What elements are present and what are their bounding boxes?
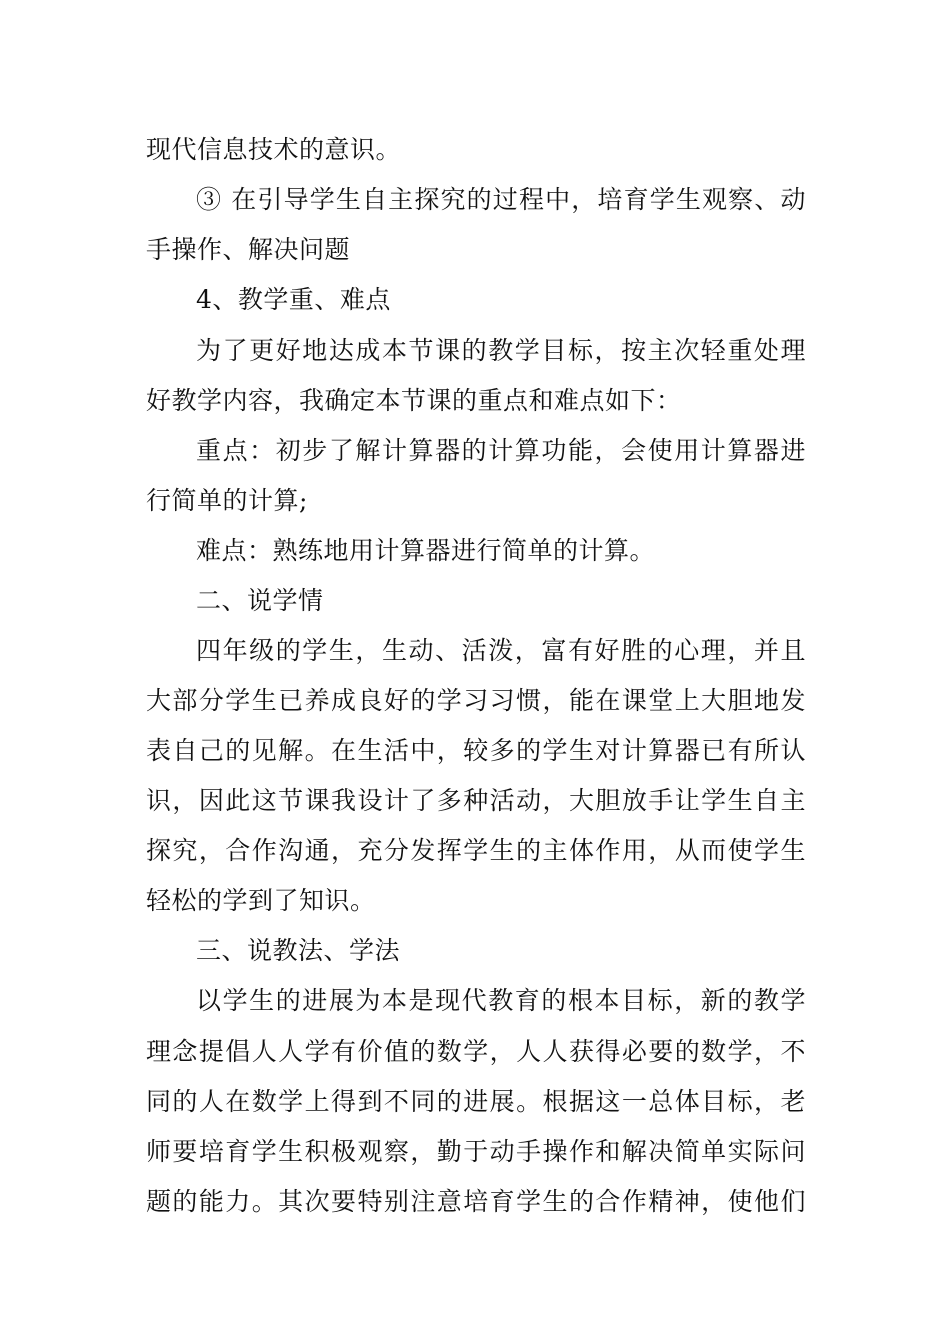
text-line: 好教学内容，我确定本节课的重点和难点如下： — [146, 386, 682, 415]
text-line: 探究，合作沟通，充分发挥学生的主体作用，从而使学生 — [146, 836, 806, 865]
text-line: 师要培育学生积极观察，勤于动手操作和解决简单实际问 — [146, 1137, 806, 1166]
text-line: 行简单的计算; — [146, 486, 308, 515]
text-line: 同的人在数学上得到不同的进展。根据这一总体目标，老 — [146, 1087, 806, 1116]
text-line: 为了更好地达成本节课的教学目标，按主次轻重处理 — [196, 336, 806, 365]
section-heading: 三、说教法、学法 — [196, 936, 401, 965]
text-line: 手操作、解决问题 — [146, 235, 351, 264]
text-line: 重点：初步了解计算器的计算功能，会使用计算器进 — [196, 436, 806, 465]
text-line: 以学生的进展为本是现代教育的根本目标，新的教学 — [196, 986, 806, 1015]
section-heading: 4、教学重、难点 — [196, 285, 391, 314]
text-line: 大部分学生已养成良好的学习习惯，能在课堂上大胆地发 — [146, 686, 806, 715]
section-heading: 二、说学情 — [196, 586, 324, 615]
text-line: 现代信息技术的意识。 — [146, 135, 402, 164]
text-line: 轻松的学到了知识。 — [146, 886, 376, 915]
text-line: 表自己的见解。在生活中，较多的学生对计算器已有所认 — [146, 736, 806, 765]
text-line: ③ 在引导学生自主探究的过程中，培育学生观察、动 — [196, 185, 806, 214]
text-line: 题的能力。其次要特别注意培育学生的合作精神，使他们 — [146, 1187, 806, 1216]
text-line: 难点：熟练地用计算器进行简单的计算。 — [196, 536, 656, 565]
text-line: 理念提倡人人学有价值的数学，人人获得必要的数学，不 — [146, 1037, 806, 1066]
text-line: 四年级的学生，生动、活泼，富有好胜的心理，并且 — [196, 636, 806, 665]
text-line: 识，因此这节课我设计了多种活动，大胆放手让学生自主 — [146, 786, 806, 815]
